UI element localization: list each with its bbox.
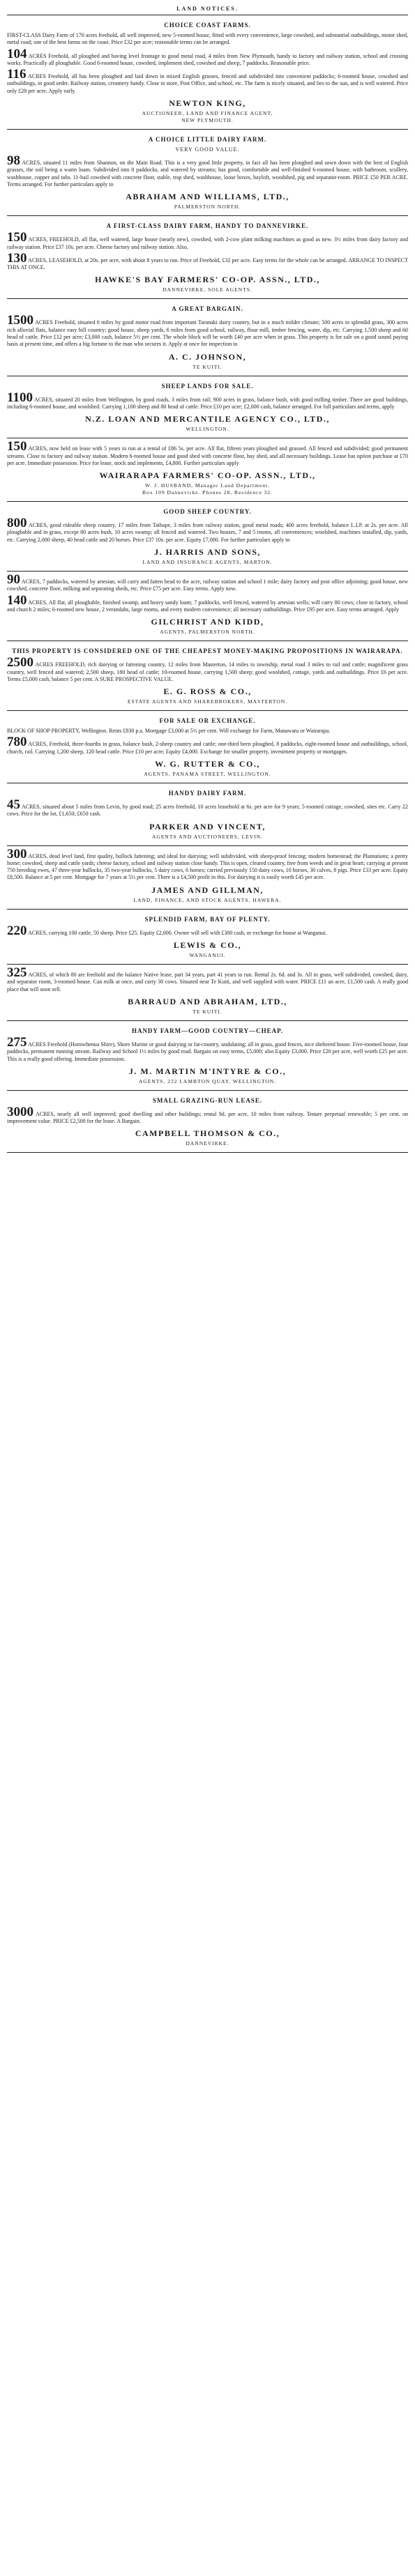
ad-body-text: ACRES, situated 20 miles from Wellington, by good roads, 3 miles from rail; 900 acres in grass, balance bush, with good milling timber. There are good buildings, including 6-roomed house, and woolshed. Carrying 1,100 sheep and 80 head of cattle. Price £10 per acre; £2,000 cash, balance arranged. For full particulars and terms, apply (7, 396, 408, 410)
acreage-figure: 116 (7, 67, 27, 82)
ad-title: CHOICE COAST FARMS. (164, 22, 251, 29)
advertisement (7, 641, 408, 711)
advertisement (7, 438, 408, 502)
ad-title: FOR SALE OR EXCHANGE. (159, 717, 256, 725)
ad-paragraph (7, 1104, 408, 1126)
advertiser-address: W. J. HUSBAND, Manager Land Department. (145, 482, 270, 489)
ad-paragraph (7, 965, 408, 993)
ad-paragraph (7, 67, 408, 95)
acreage-figure: 140 (7, 592, 27, 608)
land-notices-page (7, 0, 408, 1153)
ad-body-text: ACRES, All flat, all ploughable, finished swamp, and heavy sandy loam; 7 paddocks, well fenced, watered by artesian wells; will carry 80 cows; close to factory, school and church 2 miles; 6-roomed new house, 2 verandahs, large rooms, and every modern convenience; all necessary outbuildings. Price £95 per acre. Easy terms arranged. Apply (7, 599, 408, 613)
ad-body-text: ACRES, of which 80 are freehold and the balance Native lease, part 34 years, part 41 years to run. Rental 2s. 6d. and 3s. All in grass, well subdivided, cowshed, dairy, and separator room, 3-roomed house. Can milk at once, and carry 30 cows. Situated near Te Kuiti, and well supplied with water. PRICE £11 an acre, £1,500 cash. A really good place that will soon sell. (7, 972, 408, 992)
advertiser-address: DANNEVIRKE. (186, 1140, 229, 1147)
acreage-figure: 150 (7, 230, 27, 245)
advertisement (7, 1021, 408, 1091)
ad-body-text: ACRES Freehold (Horowhenua Shire), Shore Marine or good dairying or fat-country, undulating; all in grass, good fences, nice sheltered house. Five-roomed house, four paddocks, permanent running stream. Railway and School 1½ miles by good road. Bargain on easy terms, £5,000; also Equity £3,000. Price £20 per acre, well worth £25 per acre. This is a really good offering. Immediate possession. (7, 1041, 408, 1062)
acreage-figure: 325 (7, 965, 27, 981)
ad-body-text: FIRST-CLASS Dairy Farm of 170 acres freehold, all well improved, new 5-roomed house, fitted with every convenience, large cowshed, and substantial outbuildings, motor shed, metal road; one of the best farms on the coast. Price £32 per acre; reasonable terms can be arranged. (7, 32, 408, 46)
advertisement (7, 15, 408, 130)
ad-paragraph (7, 572, 409, 593)
advertiser-address: WELLINGTON. (186, 426, 229, 433)
advertiser-name: E. G. ROSS & CO., (163, 687, 252, 697)
acreage-figure: 1500 (7, 313, 33, 328)
ad-title: SHEEP LANDS FOR SALE. (161, 382, 254, 390)
ad-body-text: ACRES, now held on lease with 5 years to run at a rental of £86 5s. per acre. All flat, fifteen years ploughed and grassed. All fenced and subdivided; good permanent streams. Close to factory and railway station. Modern 6-roomed house and good shed with concrete floor, hay shed, and all necessary buildings. Lease has option purchase at £70 per acre. Immediate possession. Price for lease, stock and implements, £4,800. Further particulars apply (7, 445, 408, 466)
advertisement (7, 965, 408, 1021)
advertiser-name: N.Z. LOAN AND MERCANTILE AGENCY CO., LTD., (85, 414, 330, 424)
ad-paragraph (7, 797, 408, 818)
ad-body-text: ACRES, carrying 100 cattle, 50 sheep. Price £25. Equity £2,000. Owner will sell with £300 cash, or exchange for house at Wanganui. (28, 929, 327, 936)
ad-paragraph (7, 250, 408, 272)
ad-paragraph (7, 655, 409, 683)
advertiser-name: JAMES AND GILLMAN, (151, 884, 264, 895)
ad-body-text: ACRES, 7 paddocks, watered by artesian, will carry and fatten head to the acre, railway station and school 1 mile; dairy factory and post office adjoining; good house, new cowshed, concrete floor, milking and separating sheds, etc. Price £75 per acre. Easy terms. Apply now. (7, 578, 409, 592)
advertiser-address: LAND AND INSURANCE AGENTS, MARTON. (142, 559, 273, 566)
advertiser-address: AGENTS, PANAMA STREET, WELLINGTON. (144, 770, 271, 777)
section-heading: LAND NOTICES. (7, 0, 408, 15)
ad-paragraph (7, 846, 408, 882)
ad-body-text: ACRES, situated about 5 miles from Levin, by good road; 25 acres freehold, 10 acres leasehold at 6s. per acre for 9 years; 5-roomed cottage, cowshed, sites etc. Carry 22 cows. Price for the lot, £1,650; £650 cash. (7, 803, 408, 818)
advertiser-name: BARRAUD AND ABRAHAM, LTD., (128, 996, 287, 1006)
acreage-figure: 130 (7, 250, 27, 266)
ad-paragraph (7, 153, 408, 188)
acreage-figure: 780 (7, 735, 27, 750)
ad-paragraph (7, 439, 408, 467)
advertisement (7, 783, 408, 846)
ad-body-text: ACRES Freehold, situated 6 miles by good motor road from important Taranaki dairy country, but in a much milder climate; 500 acres in splendid grass, 300 acres rich alluvial flats, balance easy hill country; good house, sheep yards, 6 miles from good school, railway, flour mill, timber fencing, water, dip, etc. Carrying 1,500 sheep and 60 head of cattle. Price £12 per acre; £3,000 cash, balance 5½ per cent. The whole block will be worth £40 per acre when in grass. This property is for sale on a good sound paying basis at present time, and offers a big fortune to the man who secures it. Apply at once for inspection to (7, 319, 409, 348)
advertiser-address: DANNEVIRKE, SOLE AGENTS. (163, 286, 252, 293)
acreage-figure: 2500 (7, 655, 33, 670)
acreage-figure: 98 (7, 153, 20, 169)
advertiser-name: A. C. JOHNSON, (168, 351, 247, 362)
ad-body-text: ACRES, situated 11 miles from Shannon, on the Main Road. This is a very good little property, in fact all has been ploughed and sown down with the best of English grasses, the soil being a warm loam. Subdivided into 8 paddocks, and watered by streams; has good, comfortable and well-finished 6-roomed house, with bathroom, scullery, washhouse, copper and tubs. 11-bail cowshed with concrete floor, stable, trap shed, washhouse, loose boxes, hayloft, woodshed, pig and separator-room. PRICE £50 PER ACRE. Terms arranged. For further particulars apply to (7, 160, 408, 187)
ad-subtitle: VERY GOOD VALUE. (175, 146, 240, 153)
advertiser-name: PARKER AND VINCENT, (149, 821, 266, 831)
ad-title: HANDY FARM—GOOD COUNTRY—CHEAP. (131, 1027, 284, 1034)
ad-paragraph (7, 728, 408, 735)
ad-paragraph (7, 46, 408, 68)
advertiser-name: W. G. RUTTER & CO., (155, 758, 260, 769)
ad-title: HANDY DAIRY FARM. (168, 789, 247, 797)
acreage-figure: 104 (7, 46, 27, 61)
advertiser-address: AGENTS, PALMERSTON NORTH. (160, 629, 255, 636)
ad-title: A FIRST-CLASS DAIRY FARM, HANDY TO DANNEVIRKE. (106, 222, 309, 230)
acreage-figure: 90 (7, 572, 20, 588)
advertiser-name: LEWIS & CO., (173, 940, 242, 951)
advertiser-address: WANGANUI. (189, 952, 226, 959)
advertisement (7, 502, 408, 572)
advertisement (7, 572, 408, 641)
advertiser-address: Box 109 Dannevirke. Phones 28, Residence 32. (142, 489, 273, 496)
acreage-figure: 275 (7, 1034, 27, 1050)
ad-title: THIS PROPERTY IS CONSIDERED ONE OF THE CHEAPEST MONEY-MAKING PROPOSITIONS IN WAIRARAPA. (12, 647, 403, 655)
advertisement (7, 376, 408, 439)
ad-body-text: ACRES, Freehold, three-fourths in grass, balance bush, 2-sheep country and cattle; one-third been ploughed, 8 paddocks, eight-roomed house and outbuildings, school, church, rail. Carrying 1,200 sheep, 120 head cattle. Price £10 per acre; Equity £4,000. Exchange for smaller property, investment property or mortgages. (7, 741, 408, 755)
advertiser-address: AGENTS AND AUCTIONEERS, LEVIN. (152, 833, 263, 840)
ad-body-text: ACRES Freehold, all has been ploughed and laid down in mixed English grasses, fenced and subdivided into convenient paddocks; 6-roomed house, cowshed and outbuildings, in good order. Railway station, creamery handy. Close to store, Post Office, and school, etc. The farm is nicely situated, and lies to the sun, and is well watered. Price only £28 per acre. Apply early. (7, 73, 408, 94)
advertiser-address: TE KUITI. (193, 363, 222, 370)
ad-paragraph (7, 923, 408, 938)
advertisements-column (7, 15, 408, 1153)
ad-paragraph (7, 313, 409, 348)
advertisement (7, 216, 408, 299)
ad-title: A GREAT BARGAIN. (172, 305, 243, 313)
advertisement (7, 1091, 408, 1153)
advertiser-name: CAMPBELL THOMSON & CO., (135, 1128, 280, 1139)
advertiser-name: J. HARRIS AND SONS, (154, 547, 261, 558)
advertiser-address: LAND, FINANCE, AND STOCK AGENTS, HAWERA. (133, 896, 282, 903)
ad-body-text: ACRES, FREEHOLD, all flat, well watered, large house (nearly new), cowshed, with 2-cow plant milking machines as good as new. 3½ miles from dairy factory and railway station. Price £37 10s. per acre. Cheese factory and railway station. Also, (7, 236, 408, 250)
advertiser-address: AGENTS, 232 LAMBTON QUAY, WELLINGTON. (138, 1078, 277, 1084)
advertiser-address: AUCTIONEER, LAND AND FINANCE AGENT, (142, 110, 273, 117)
ad-body-text: ACRES Freehold, all ploughed and having level frontage to good metal road, 4 miles from New Plymouth, handy to factory and railway station, school and crossing works. Practically all ploughable. Good 6-roomed house, cowshed, implement shed, cowshed and sheep, 7 paddocks. Reasonable price. (7, 52, 408, 66)
advertisement (7, 299, 408, 376)
ad-body-text: ACRES FREEHOLD, rich dairying or fattening country, 12 miles from Masterton, 14 miles to township, metal road 3 miles to rail and cattle; magnificent grass country, well fenced and watered; 2,500 sheep, 180 head of cattle; 10-roomed house, carrying 1,500 sheep; good woolshed, cottage, yards and outbuildings. Price £6 per acre. Terms £5,000 cash, balance 5 per cent. A SURE PROSPECTIVE VALUE. (7, 661, 409, 682)
ad-body-text: ACRES, LEASEHOLD, at 20s. per acre, with about 8 years to run. Price of Freehold, £32 per acre. Easy terms for the whole can be arranged. ARRANGE TO INSPECT THIS AT ONCE. (7, 256, 408, 271)
ad-body-text: ACRES, nearly all well improved; good dwelling and other buildings; rental 9d. per acre, 10 miles from railway. Tenure perpetual renewable; 5 per cent. on improvement value. PRICE £2,500 for the lease. A Bargain. (7, 1110, 408, 1125)
ad-paragraph (7, 32, 408, 47)
advertiser-address: NEW PLYMOUTH. (181, 117, 234, 124)
acreage-figure: 45 (7, 797, 20, 812)
acreage-figure: 220 (7, 923, 27, 938)
ad-paragraph (7, 230, 408, 251)
ad-body-text: ACRES, dead level land, first quality, bullock fattening; and ideal for dairying; well subdivided, with sheep-proof fencing; modern homestead; the Plantations; a pretty home; cowshed, sheep and cattle yards; cheese factory, school and railway station close handy. This is open, cleared country, free from weeds and in great heart; carrying at present 750 breeding ewes, 47 three-year bullocks, 35 two-year bullocks, 5 dairy cows, 6 horses; carried previously 150 dairy cows, 10 horses, 30 calves, 8 pigs. Price £33 per acre. Equity £8,500. Balance at 5 per cent. Mortgage for 7 years at 5½ per cent. There is a £4,500 profit in this. For dairying it is easily worth £45 per acre. (7, 852, 408, 881)
advertiser-name: ABRAHAM AND WILLIAMS, LTD., (126, 192, 289, 202)
ad-paragraph (7, 737, 408, 756)
ad-paragraph (7, 390, 408, 411)
advertiser-name: GILCHRIST AND KIDD, (151, 617, 264, 627)
ad-paragraph (7, 1034, 408, 1063)
advertisement (7, 910, 408, 965)
advertisement (7, 846, 408, 910)
acreage-figure: 1100 (7, 390, 33, 405)
advertiser-name: HAWKE'S BAY FARMERS' CO-OP. ASSN., LTD., (95, 275, 320, 285)
advertiser-address: ESTATE AGENTS AND SHAREBROKERS, MASTERTON. (127, 698, 288, 705)
advertiser-name: J. M. MARTIN M'INTYRE & CO., (128, 1066, 287, 1076)
advertiser-address: PALMERSTON NORTH. (174, 204, 241, 210)
acreage-figure: 3000 (7, 1104, 33, 1119)
advertiser-name: NEWTON KING, (169, 98, 246, 109)
ad-paragraph (7, 592, 408, 614)
ad-body-text: BLOCK OF SHOP PROPERTY, Wellington. Rents £830 p.a. Mortgage £3,000 at 5½ per cent. Will exchange for Farm, Manawatu or Wairarapa. (7, 728, 331, 735)
advertisement (7, 711, 408, 783)
acreage-figure: 300 (7, 846, 27, 861)
ad-title: SPLENDID FARM, BAY OF PLENTY. (144, 915, 271, 923)
ad-paragraph (7, 516, 408, 544)
ad-body-text: ACRES, good rideable sheep country, 17 miles from Taihape, 3 miles from railway station, good metal roads; 400 acres freehold, balance L.I.P. at 2s. per acre. All ploughable and in grass, except 80 acres bush, 10 acres swamp; all fenced and watered. Two houses, 7 and 5 rooms, all conveniences; woolshed, machines installed, dip, yards, etc. Carrying 2,000 sheep, 40 head cattle and 20 horses. Price £37 10s. per acre. Equity £7,000. For further particulars apply to (7, 522, 408, 543)
acreage-figure: 150 (7, 439, 27, 454)
advertiser-name: WAIRARAPA FARMERS' CO-OP. ASSN., LTD., (99, 470, 316, 481)
ad-title: GOOD SHEEP COUNTRY. (163, 508, 252, 516)
ad-title: A CHOICE LITTLE DAIRY FARM. (148, 136, 267, 144)
acreage-figure: 800 (7, 516, 27, 531)
ad-title: SMALL GRAZING-RUN LEASE. (152, 1096, 263, 1104)
advertisement (7, 130, 408, 216)
advertiser-address: TE KUITI. (193, 1008, 222, 1015)
